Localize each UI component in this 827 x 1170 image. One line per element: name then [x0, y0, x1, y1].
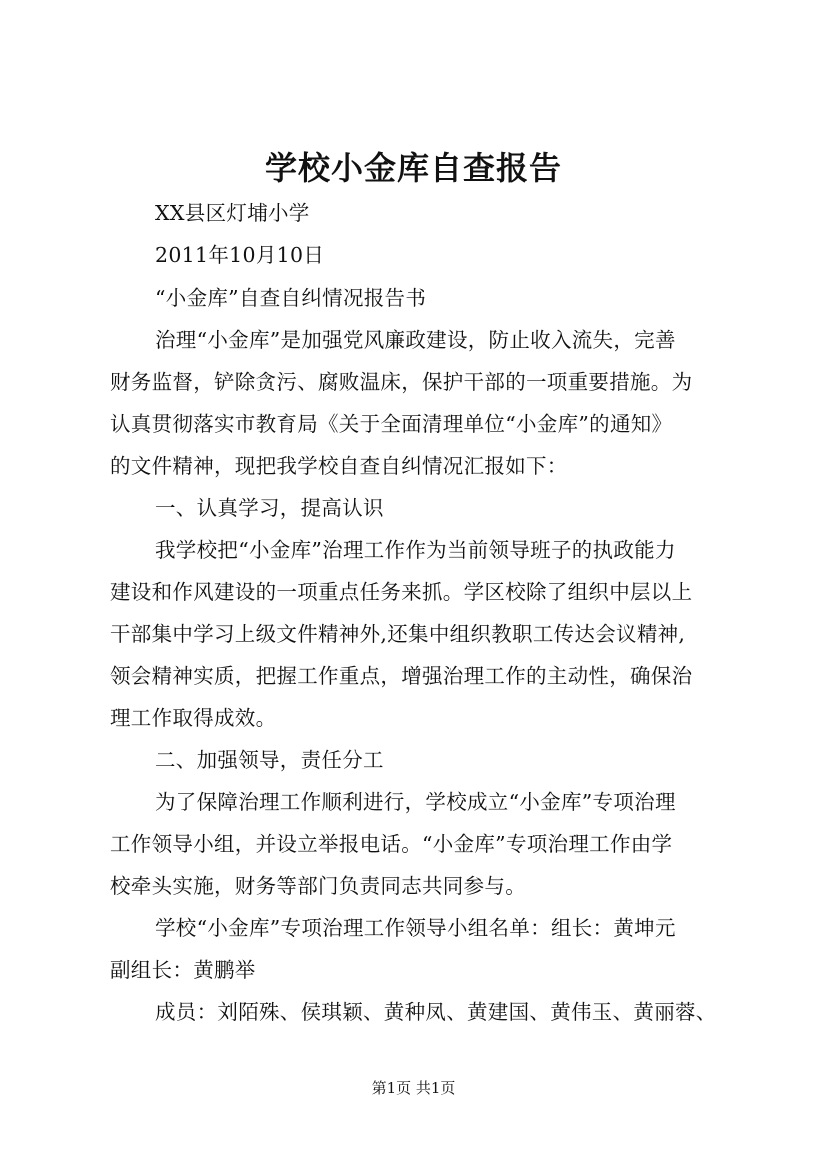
school-name: XX县区灯埔小学 — [155, 201, 310, 225]
paragraph-line: 财务监督，铲除贪污、腐败温床，保护干部的一项重要措施。为 — [110, 370, 693, 394]
paragraph-line: 为了保障治理工作顺利进行，学校成立“小金库”专项治理 — [155, 790, 676, 814]
paragraph-line: 工作领导小组，并设立举报电话。“小金库”专项治理工作由学 — [110, 832, 673, 856]
paragraph-line: 建设和作风建设的一项重点任务来抓。学区校除了组织中层以上 — [110, 580, 693, 604]
document-title: 学校小金库自查报告 — [264, 149, 562, 187]
paragraph-line: 我学校把“小金库”治理工作作为当前领导班子的执政能力 — [155, 538, 676, 562]
section-heading: 二、加强领导，责任分工 — [155, 748, 384, 772]
paragraph-line: 成员：刘陌殊、侯琪颖、黄种凤、黄建国、黄伟玉、黄丽蓉、 — [155, 1000, 717, 1024]
paragraph-line: 理工作取得成效。 — [110, 706, 277, 730]
paragraph-line: 副组长：黄鹏举 — [110, 958, 256, 982]
paragraph-line: 领会精神实质，把握工作重点，增强治理工作的主动性，确保治 — [110, 664, 693, 688]
paragraph-line: 的文件精神，现把我学校自查自纠情况汇报如下： — [110, 454, 568, 478]
paragraph-line: 治理“小金库”是加强党风廉政建设，防止收入流失，完善 — [155, 328, 676, 352]
paragraph-line: 认真贯彻落实市教育局《关于全面清理单位“小金库”的通知》 — [110, 412, 673, 436]
page-footer: 第1页 共1页 — [371, 1079, 456, 1097]
paragraph-line: 干部集中学习上级文件精神外,还集中组织教职工传达会议精神, — [110, 622, 686, 646]
section-heading: 一、认真学习，提高认识 — [155, 496, 384, 520]
report-date: 2011年10月10日 — [155, 243, 325, 267]
paragraph-line: 校牵头实施，财务等部门负责同志共同参与。 — [110, 874, 526, 898]
report-subtitle: “小金库”自查自纠情况报告书 — [155, 286, 427, 310]
paragraph-line: 学校“小金库”专项治理工作领导小组名单：组长：黄坤元 — [155, 916, 676, 940]
